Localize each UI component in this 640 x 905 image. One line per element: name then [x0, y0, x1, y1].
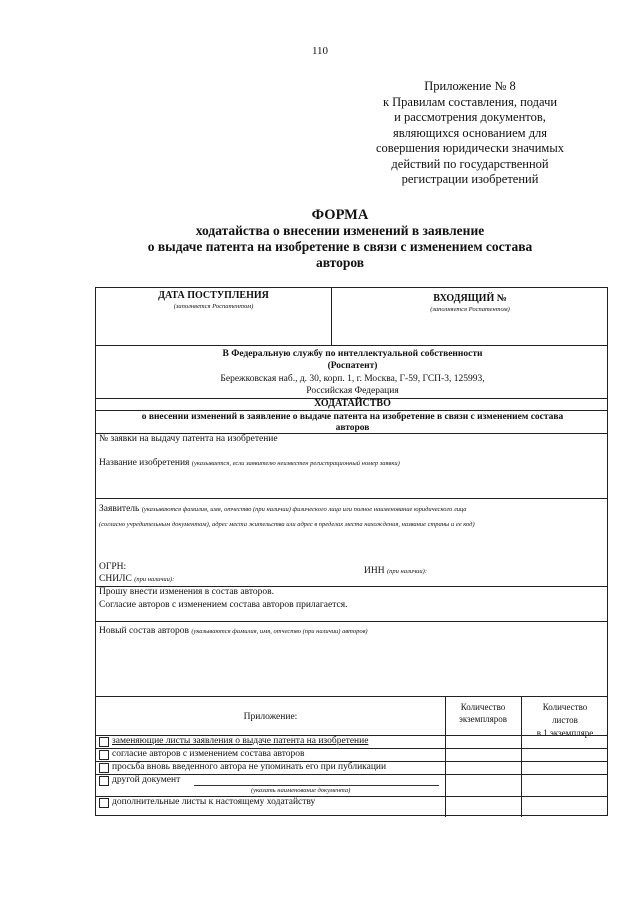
request-line-1: Прошу внести изменения в состав авторов.: [99, 587, 275, 597]
divider: [96, 498, 607, 499]
new-authors-note: (указываются фамилия, имя, отчество (при наличии) авторов): [191, 628, 368, 635]
attachment-item: дополнительные листы к настоящему ходатайству: [112, 797, 316, 807]
other-document-note: (указать наименование документа): [251, 787, 351, 794]
attachments-header: Приложение:: [243, 712, 298, 722]
appendix-line: регистрации изобретений: [401, 172, 539, 186]
appendix-line: являющихся основанием для: [392, 125, 548, 140]
applicant-label: Заявитель: [99, 504, 140, 514]
attachment-item: другой документ: [112, 775, 181, 785]
checkbox[interactable]: [99, 763, 109, 773]
other-document-line[interactable]: [194, 785, 439, 786]
appendix-line: и рассмотрения документов,: [394, 110, 546, 124]
invention-name-field[interactable]: [99, 458, 400, 468]
checkbox[interactable]: [99, 737, 109, 747]
incoming-number-label: ВХОДЯЩИЙ №: [433, 293, 507, 304]
invention-name-label: Название изобретения: [99, 458, 190, 468]
divider: [96, 410, 607, 411]
application-number-label: № заявки на выдачу патента на изобретение: [99, 434, 278, 444]
invention-name-note: (указывается, если заявителю неизвестен регистрационный номер заявки): [191, 460, 400, 467]
petition-title: ХОДАТАЙСТВО: [314, 398, 391, 409]
attachment-item: согласие авторов с изменением состава авторов: [112, 749, 305, 759]
addressee-line-1: В Федеральную службу по интеллектуальной собственности: [222, 349, 483, 359]
date-received-note: (заполняется Роспатентом): [173, 303, 254, 310]
applicant-note-2: (согласно учредительным документам), адрес места жительства или адрес в пределах места нахождения, название страны и ее код): [99, 521, 475, 528]
appendix-heading: [345, 79, 595, 188]
appendix-line: совершения юридически значимых: [376, 141, 564, 155]
divider: [96, 621, 607, 622]
petition-form: [95, 287, 608, 816]
country: Российская Федерация: [306, 386, 399, 396]
snils-field[interactable]: [99, 574, 174, 584]
new-authors-field[interactable]: [99, 626, 368, 636]
snils-label: СНИЛС: [99, 574, 132, 584]
addressee-line-2: (Роспатент): [327, 361, 378, 371]
appendix-line: Приложение № 8: [424, 79, 516, 93]
copies-header-1: Количество: [460, 702, 506, 712]
inn-field[interactable]: [364, 566, 427, 576]
checkbox[interactable]: [99, 750, 109, 760]
sheets-header-1: Количество: [542, 702, 588, 712]
divider: [96, 345, 607, 346]
snils-note: (при наличии):: [134, 576, 175, 583]
ogrn-label[interactable]: ОГРН:: [99, 562, 127, 572]
sheets-header-3: в 1 экземпляре: [536, 728, 594, 738]
title-line: ходатайства о внесении изменений в заявление: [195, 223, 485, 238]
new-authors-label: Новый состав авторов: [99, 626, 189, 636]
incoming-number-note: (заполняется Роспатентом): [430, 306, 510, 313]
inn-label: ИНН: [364, 566, 385, 576]
title-line: о выдаче патента на изобретение в связи с изменением состава: [147, 239, 533, 254]
applicant-note-1: (указываются фамилия, имя, отчество (при наличии) физического лица или полное наименование юридического лица: [141, 506, 467, 513]
applicant-field[interactable]: [99, 504, 467, 514]
petition-subtitle-line-1: о внесении изменений в заявление о выдаче патента на изобретение в связи с изменением состава: [141, 412, 564, 422]
appendix-line: к Правилам составления, подачи: [382, 94, 558, 109]
inn-note: (при наличии):: [386, 568, 427, 575]
checkbox[interactable]: [99, 776, 109, 786]
checkbox[interactable]: [99, 798, 109, 808]
form-title: [80, 207, 600, 271]
attachment-item: заменяющие листы заявления о выдаче патента на изобретение: [112, 736, 369, 746]
divider: [96, 696, 607, 697]
page-number: 110: [311, 45, 329, 57]
attachment-item: просьба вновь введенного автора не упоминать его при публикации: [112, 762, 387, 772]
title-line: ФОРМА: [311, 207, 369, 223]
appendix-line: действий по государственной: [391, 156, 549, 171]
date-received-label: ДАТА ПОСТУПЛЕНИЯ: [158, 290, 269, 301]
title-line: авторов: [315, 255, 365, 270]
patent-office-address: Бережковская наб., д. 30, корп. 1, г. Москва, Г-59, ГСП-3, 125993,: [220, 374, 485, 384]
copies-header-2: экземпляров: [458, 714, 508, 724]
request-line-2: Согласие авторов с изменением состава авторов прилагается.: [99, 600, 348, 610]
sheets-header-2: листов: [552, 715, 578, 725]
petition-subtitle-line-2: авторов: [335, 423, 370, 433]
